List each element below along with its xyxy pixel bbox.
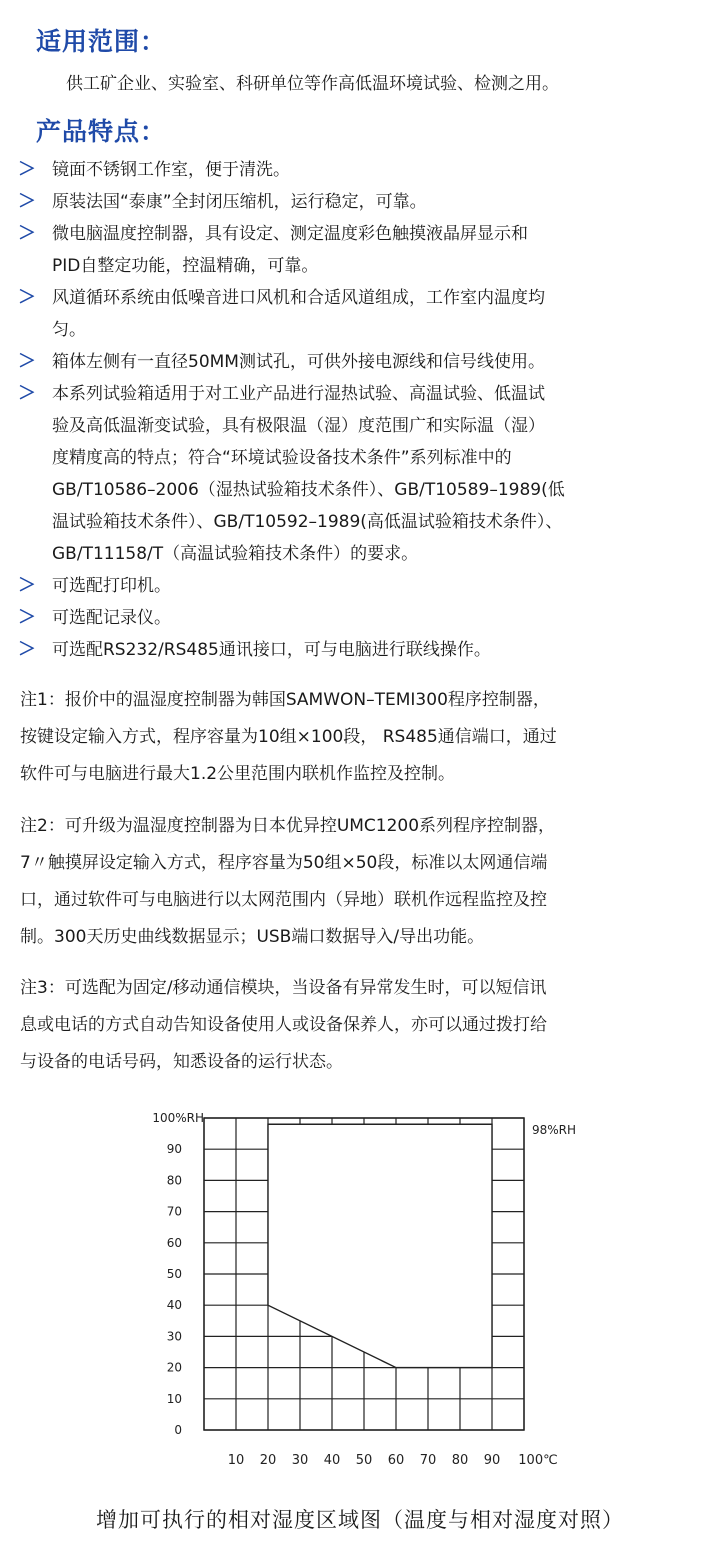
feature-line: 原装法国“泰康”全封闭压缩机，运行稳定，可靠。 <box>52 192 427 212</box>
note-line: 注3：可选配为固定/移动通信模块，当设备有异常发生时，可以短信讯 <box>20 978 547 998</box>
feature-line: 温试验箱技术条件）、GB/T10592–1989(高低温试验箱技术条件）、 <box>52 512 563 532</box>
feature-line: 可选配记录仪。 <box>52 608 171 628</box>
note-2 <box>20 808 710 956</box>
note-line: 软件可与电脑进行最大1.2公里范围内联机作监控及控制。 <box>20 764 456 784</box>
feature-line: GB/T10586–2006（湿热试验箱技术条件）、GB/T10589–1989(低 <box>52 480 565 500</box>
feature-line: GB/T11158/T（高温试验箱技术条件）的要求。 <box>52 544 419 564</box>
feature-line: 验及高低温渐变试验，具有极限温（湿）度范围广和实际温（湿） <box>52 416 545 436</box>
bullet-arrow-icon: ＞ <box>18 575 36 596</box>
y-tick-label: 0 <box>174 1423 182 1437</box>
note-line: 制。300天历史曲线数据显示；USB端口数据导入/导出功能。 <box>20 927 485 947</box>
y-tick-label: 20 <box>166 1360 182 1375</box>
humidity-chart <box>140 1100 600 1480</box>
feature-line: PID自整定功能，控温精确，可靠。 <box>52 256 319 276</box>
feature-line: 微电脑温度控制器，具有设定、测定温度彩色触摸液晶屏显示和 <box>52 224 528 244</box>
y-tick-label: 90 <box>166 1142 182 1157</box>
y-tick-label: 100%RH <box>152 1111 204 1125</box>
bullet-arrow-icon: ＞ <box>18 607 36 628</box>
feature-item <box>0 634 720 666</box>
humidity-chart-svg <box>140 1100 600 1480</box>
feature-line: 箱体左侧有一直径50MM测试孔，可供外接电源线和信号线使用。 <box>52 352 545 372</box>
feature-item <box>0 378 720 570</box>
note-line: 按键设定输入方式，程序容量为10组×100段， RS485通信端口，通过 <box>20 727 557 747</box>
upper-humidity-label: 98%RH <box>532 1123 577 1138</box>
feature-item <box>0 346 720 378</box>
bullet-arrow-icon: ＞ <box>18 383 36 404</box>
bullet-arrow-icon: ＞ <box>18 223 36 244</box>
bullet-arrow-icon: ＞ <box>18 191 36 212</box>
feature-line: 风道循环系统由低噪音进口风机和合适风道组成，工作室内温度均 <box>52 288 545 308</box>
note-3 <box>20 970 710 1081</box>
x-tick-label: 50 <box>355 1453 373 1468</box>
y-tick-label: 40 <box>166 1298 182 1313</box>
note-line: 与设备的电话号码，知悉设备的运行状态。 <box>20 1052 343 1072</box>
x-tick-label: 40 <box>323 1453 341 1468</box>
scope-heading: 适用范围： <box>36 27 167 56</box>
x-tick-label: 80 <box>451 1453 469 1468</box>
y-tick-label: 80 <box>166 1173 182 1188</box>
feature-line: 可选配RS232/RS485通讯接口，可与电脑进行联线操作。 <box>52 640 491 660</box>
feature-item <box>0 154 720 186</box>
note-line: 注1：报价中的温湿度控制器为韩国SAMWON–TEMI300程序控制器， <box>20 690 550 710</box>
feature-item <box>0 282 720 346</box>
bullet-arrow-icon: ＞ <box>18 287 36 308</box>
y-tick-label: 60 <box>166 1235 182 1250</box>
note-1 <box>20 682 710 793</box>
features-list <box>0 154 720 666</box>
y-tick-label: 10 <box>166 1391 182 1406</box>
feature-item <box>0 602 720 634</box>
y-tick-label: 30 <box>166 1329 182 1344</box>
x-tick-label: 20 <box>259 1453 277 1468</box>
note-line: 口，通过软件可与电脑进行以太网范围内（异地）联机作远程监控及控 <box>20 890 547 910</box>
feature-item <box>0 570 720 602</box>
feature-line: 镜面不锈钢工作室，便于清洗。 <box>52 160 290 180</box>
y-tick-label: 70 <box>166 1204 182 1219</box>
feature-line: 匀。 <box>52 320 86 340</box>
note-line: 注2：可升级为温湿度控制器为日本优异控UMC1200系列程序控制器， <box>20 816 556 836</box>
scope-text: 供工矿企业、实验室、科研单位等作高低温环境试验、检测之用。 <box>66 74 559 94</box>
feature-item <box>0 218 720 282</box>
x-tick-label: 90 <box>483 1453 501 1468</box>
bullet-arrow-icon: ＞ <box>18 639 36 660</box>
x-tick-label: 100℃ <box>518 1453 558 1468</box>
executable-region <box>268 1124 492 1367</box>
x-tick-label: 60 <box>387 1453 405 1468</box>
y-tick-label: 50 <box>166 1267 182 1281</box>
feature-item <box>0 186 720 218</box>
x-tick-label: 30 <box>291 1453 309 1468</box>
feature-line: 本系列试验箱适用于对工业产品进行湿热试验、高温试验、低温试 <box>52 384 545 404</box>
note-line: 息或电话的方式自动告知设备使用人或设备保养人，亦可以通过拨打给 <box>20 1015 547 1035</box>
features-heading: 产品特点： <box>36 117 167 146</box>
feature-line: 可选配打印机。 <box>52 576 171 596</box>
x-tick-label: 70 <box>419 1453 437 1468</box>
chart-title: 增加可执行的相对湿度区域图（温度与相对湿度对照） <box>96 1508 624 1532</box>
note-line: 7〃触摸屏设定输入方式，程序容量为50组×50段，标准以太网通信端 <box>20 853 548 873</box>
bullet-arrow-icon: ＞ <box>18 351 36 372</box>
bullet-arrow-icon: ＞ <box>18 159 36 180</box>
x-tick-label: 10 <box>227 1453 245 1468</box>
feature-line: 度精度高的特点；符合“环境试验设备技术条件”系列标准中的 <box>52 448 512 468</box>
